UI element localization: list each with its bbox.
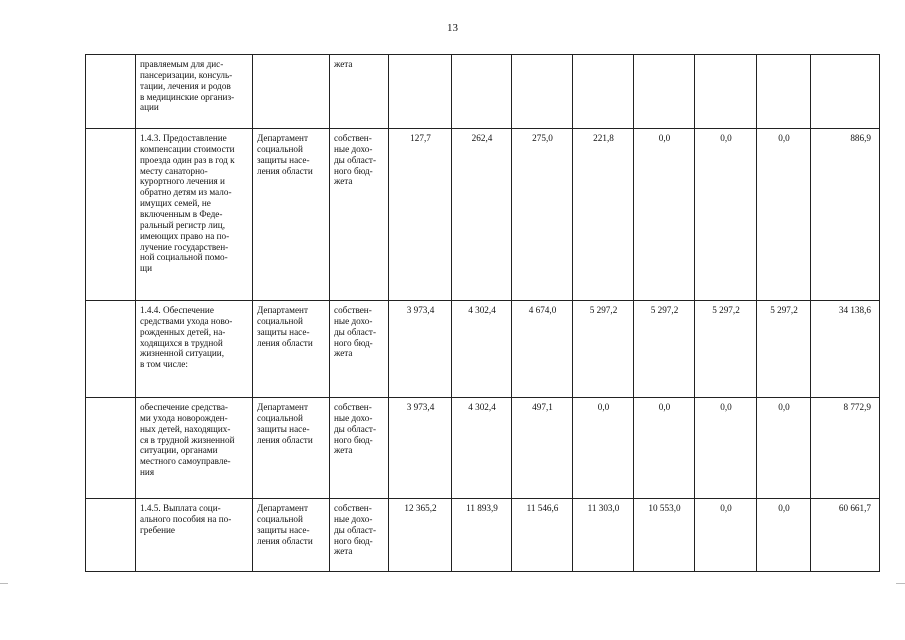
value-cell-text: 3 973,4 — [406, 402, 435, 412]
funding-source-cell-text: собствен- ные дохо- ды област- ного бюд- жета — [334, 503, 376, 557]
value-cell — [757, 301, 811, 398]
measure-name-cell — [136, 301, 253, 398]
value-cell — [811, 398, 880, 499]
measure-name-cell-text: 1.4.4. Обеспечение средствами ухода ново- рожденных детей, на- ходящихся в трудной жизненной ситуации, в том числе: — [140, 305, 233, 370]
table-row — [86, 499, 880, 572]
value-cell-text: 886,9 — [850, 133, 871, 143]
value-cell — [695, 398, 757, 499]
funding-source-cell — [330, 301, 389, 398]
row-number-cell — [86, 398, 136, 499]
value-cell-text: 5 297,2 — [650, 305, 679, 315]
measure-name-cell-text: 1.4.5. Выплата соци- ального пособия на по- гребение — [140, 503, 232, 535]
row-number-cell — [86, 301, 136, 398]
value-cell-text: 4 302,4 — [468, 305, 496, 315]
value-cell — [811, 55, 880, 129]
executor-cell-text: Департамент социальной защиты насе- ления области — [257, 402, 313, 445]
value-cell — [573, 499, 634, 572]
measure-name-cell — [136, 129, 253, 301]
funding-source-cell — [330, 499, 389, 572]
value-cell-text: 5 297,2 — [589, 305, 618, 315]
value-cell — [811, 129, 880, 301]
value-cell — [634, 398, 695, 499]
value-cell-text: 221,8 — [593, 133, 614, 143]
value-cell — [695, 499, 757, 572]
funding-source-cell-text: собствен- ные дохо- ды област- ного бюд- жета — [334, 133, 376, 187]
executor-cell-text: Департамент социальной защиты насе- ления области — [257, 305, 313, 348]
value-cell-text: 0,0 — [720, 402, 732, 412]
executor-cell-text: Департамент социальной защиты насе- ления области — [257, 133, 313, 176]
value-cell-text: 5 297,2 — [770, 305, 798, 315]
value-cell — [634, 55, 695, 129]
value-cell — [634, 301, 695, 398]
executor-cell-text: Департамент социальной защиты насе- ления области — [257, 503, 313, 546]
measure-name-cell-text: правляемым для дис- пансеризации, консуль- тации, лечения и родов в медицинские организ- ации — [140, 59, 235, 113]
value-cell — [389, 301, 452, 398]
value-cell — [512, 398, 573, 499]
page-number: 13 — [447, 22, 458, 34]
left-edge-mark — [0, 583, 8, 584]
value-cell-text: 3 973,4 — [406, 305, 435, 315]
value-cell — [573, 398, 634, 499]
measure-name-cell — [136, 499, 253, 572]
value-cell-text: 0,0 — [597, 402, 610, 412]
value-cell — [811, 301, 880, 398]
budget-table — [85, 54, 880, 572]
value-cell — [634, 499, 695, 572]
value-cell-text: 497,1 — [532, 402, 553, 412]
value-cell-text: 4 674,0 — [528, 305, 557, 315]
value-cell — [573, 55, 634, 129]
funding-source-cell-text: жета — [334, 59, 353, 69]
value-cell — [452, 499, 512, 572]
value-cell-text: 127,7 — [410, 133, 431, 143]
value-cell — [573, 129, 634, 301]
measure-name-cell-text: обеспечение средства- ми ухода новорожден- ных детей, находящих- ся в трудной жизненной ситуации, органами местного самоуправле- ния — [140, 402, 235, 478]
value-cell-text: 8 772,9 — [843, 402, 871, 412]
funding-source-cell-text: собствен- ные дохо- ды област- ного бюд- жета — [334, 402, 376, 456]
value-cell — [695, 55, 757, 129]
measure-name-cell-text: 1.4.3. Предоставление компенсации стоимости проезда один раз в год к месту санаторно- курортного лечения и обратно детям из мало- имущих семей, не включенным в Феде- ральный регистр лиц, имеющих право на по- лучение государствен- ной социальной помо- щи — [140, 133, 235, 274]
value-cell-text: 0,0 — [658, 402, 671, 412]
value-cell-text: 10 553,0 — [648, 503, 681, 513]
value-cell — [512, 499, 573, 572]
row-number-cell — [86, 129, 136, 301]
value-cell-text: 262,4 — [471, 133, 493, 143]
value-cell — [452, 301, 512, 398]
value-cell-text: 275,0 — [532, 133, 553, 143]
value-cell-text: 0,0 — [720, 503, 732, 513]
executor-cell — [253, 398, 330, 499]
value-cell — [512, 55, 573, 129]
measure-name-cell — [136, 398, 253, 499]
value-cell — [512, 301, 573, 398]
value-cell — [389, 499, 452, 572]
value-cell-text: 60 661,7 — [838, 503, 871, 513]
value-cell-text: 11 303,0 — [587, 503, 620, 513]
value-cell-text: 5 297,2 — [712, 305, 740, 315]
value-cell-text: 0,0 — [778, 402, 790, 412]
table-body — [86, 55, 880, 572]
row-number-cell — [86, 499, 136, 572]
measure-name-cell — [136, 55, 253, 129]
value-cell-text: 12 365,2 — [404, 503, 437, 513]
value-cell-text: 0,0 — [778, 503, 790, 513]
value-cell — [389, 55, 452, 129]
value-cell — [634, 129, 695, 301]
value-cell — [452, 129, 512, 301]
value-cell-text: 0,0 — [720, 133, 732, 143]
value-cell — [452, 398, 512, 499]
value-cell — [757, 499, 811, 572]
value-cell — [757, 129, 811, 301]
row-number-cell — [86, 55, 136, 129]
value-cell-text: 34 138,6 — [838, 305, 871, 315]
value-cell — [757, 398, 811, 499]
executor-cell — [253, 55, 330, 129]
executor-cell — [253, 499, 330, 572]
table-row — [86, 301, 880, 398]
value-cell — [573, 301, 634, 398]
funding-source-cell-text: собствен- ные дохо- ды област- ного бюд- жета — [334, 305, 376, 359]
value-cell — [695, 129, 757, 301]
value-cell — [695, 301, 757, 398]
funding-source-cell — [330, 55, 389, 129]
table-row — [86, 398, 880, 499]
value-cell — [452, 55, 512, 129]
funding-source-cell — [330, 129, 389, 301]
value-cell — [811, 499, 880, 572]
table-row — [86, 55, 880, 129]
right-edge-mark — [896, 583, 905, 584]
table-row — [86, 129, 880, 301]
value-cell-text: 11 546,6 — [526, 503, 559, 513]
value-cell — [512, 129, 573, 301]
value-cell — [389, 129, 452, 301]
value-cell — [757, 55, 811, 129]
executor-cell — [253, 129, 330, 301]
executor-cell — [253, 301, 330, 398]
value-cell-text: 11 893,9 — [466, 503, 498, 513]
value-cell — [389, 398, 452, 499]
funding-source-cell — [330, 398, 389, 499]
value-cell-text: 0,0 — [778, 133, 790, 143]
value-cell-text: 0,0 — [658, 133, 671, 143]
value-cell-text: 4 302,4 — [468, 402, 496, 412]
